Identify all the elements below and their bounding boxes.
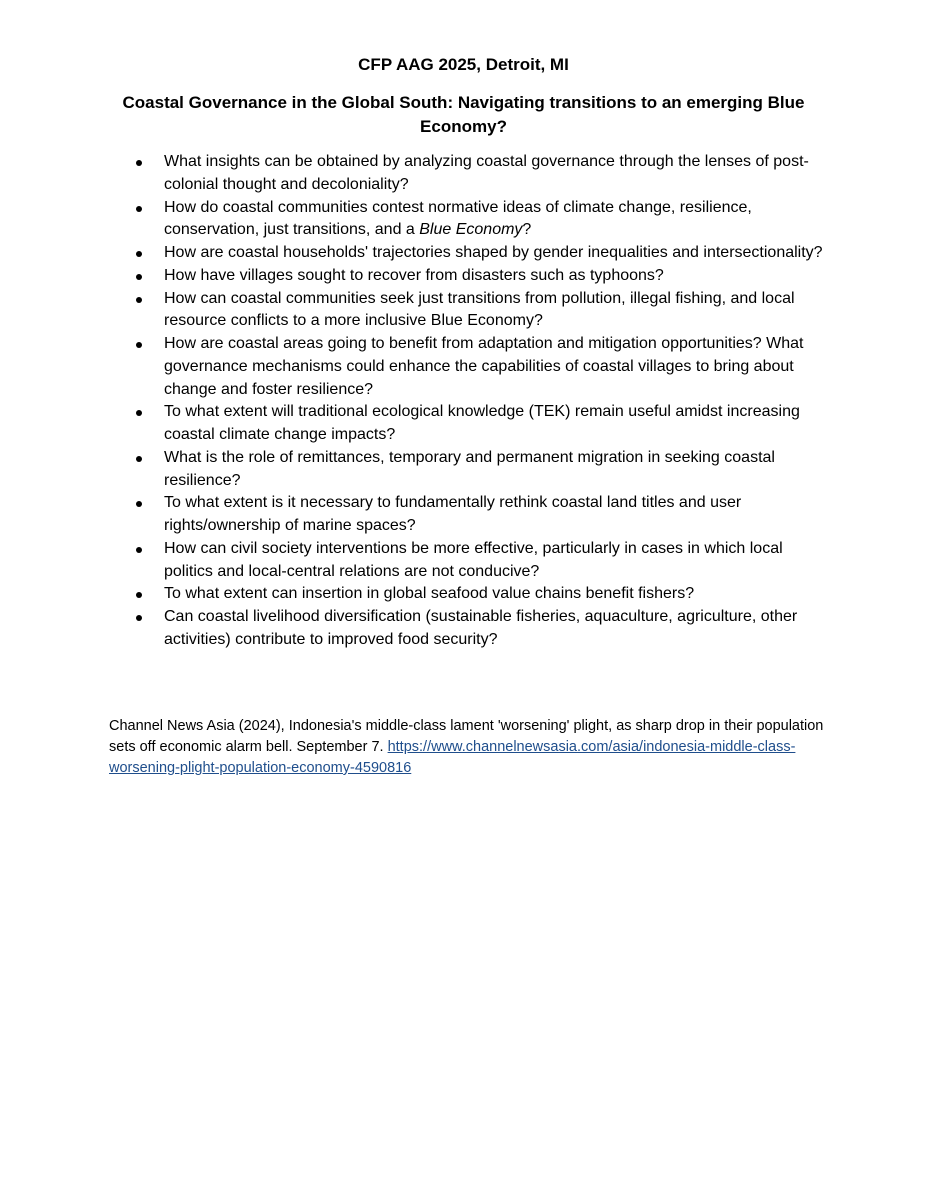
question-text: To what extent will traditional ecological knowledge (TEK) remain useful amidst increasing coastal climate change impacts? bbox=[164, 403, 800, 443]
bullet-icon bbox=[136, 160, 142, 166]
bullet-icon bbox=[136, 592, 142, 598]
list-item bbox=[136, 401, 826, 447]
list-item bbox=[136, 288, 826, 334]
question-text-end: ? bbox=[522, 221, 532, 239]
reference-link[interactable]: https://www.channelnewsasia.com/asia/indonesia-middle-class-worsening-plight-population-economy-4590816 bbox=[109, 739, 796, 776]
list-item bbox=[136, 606, 826, 652]
page-title: CFP AAG 2025, Detroit, MI bbox=[358, 55, 569, 74]
bullet-icon bbox=[136, 297, 142, 303]
list-item bbox=[136, 447, 826, 493]
bullet-icon bbox=[136, 456, 142, 462]
question-text: What is the role of remittances, temporary and permanent migration in seeking coastal resilience? bbox=[164, 448, 775, 489]
question-text: How can civil society interventions be more effective, particularly in cases in which local politics and local-central relations are not conducive? bbox=[164, 539, 783, 580]
bullet-icon bbox=[136, 615, 142, 621]
page-subtitle: Coastal Governance in the Global South: Navigating transitions to an emerging Blue Economy? bbox=[122, 93, 805, 136]
question-text: How do coastal communities contest normative ideas of climate change, resilience, conservation, just transitions, and a bbox=[164, 198, 752, 239]
list-item bbox=[136, 538, 826, 584]
reference-text: Channel News Asia (2024), Indonesia's middle-class lament 'worsening' plight, as sharp drop in their population sets off economic alarm bell. September 7. bbox=[109, 718, 824, 755]
question-emphasis: Blue Economy bbox=[419, 221, 523, 239]
question-text: How have villages sought to recover from disasters such as typhoons? bbox=[164, 266, 664, 284]
bullet-icon bbox=[136, 251, 142, 257]
bullet-icon bbox=[136, 501, 142, 507]
question-text: How can coastal communities seek just transitions from pollution, illegal fishing, and local resource conflicts to a more inclusive Blue Economy? bbox=[164, 289, 795, 330]
question-text: Can coastal livelihood diversification (sustainable fisheries, aquaculture, agriculture, other activities) contribute to improved food security? bbox=[164, 608, 798, 648]
list-item bbox=[136, 265, 826, 288]
list-item bbox=[136, 492, 826, 538]
reference-entry bbox=[109, 716, 825, 779]
list-item bbox=[136, 197, 826, 243]
bullet-icon bbox=[136, 410, 142, 416]
bullet-icon bbox=[136, 342, 142, 348]
list-item bbox=[136, 333, 826, 401]
question-text: What insights can be obtained by analyzing coastal governance through the lenses of post-colonial thought and decoloniality? bbox=[164, 153, 809, 193]
list-item bbox=[136, 583, 826, 606]
questions-list bbox=[136, 151, 826, 652]
list-item bbox=[136, 151, 826, 197]
question-text: How are coastal areas going to benefit from adaptation and mitigation opportunities? What governance mechanisms could enhance the capabilities of coastal villages to bring about change and foster resilience? bbox=[164, 335, 804, 398]
list-item bbox=[136, 242, 826, 265]
question-text: To what extent is it necessary to fundamentally rethink coastal land titles and user rights/ownership of marine spaces? bbox=[164, 494, 742, 534]
question-text: How are coastal households' trajectories shaped by gender inequalities and intersectionality? bbox=[164, 244, 823, 261]
bullet-icon bbox=[136, 206, 142, 212]
bullet-icon bbox=[136, 547, 142, 553]
bullet-icon bbox=[136, 274, 142, 280]
question-text: To what extent can insertion in global seafood value chains benefit fishers? bbox=[164, 585, 695, 603]
